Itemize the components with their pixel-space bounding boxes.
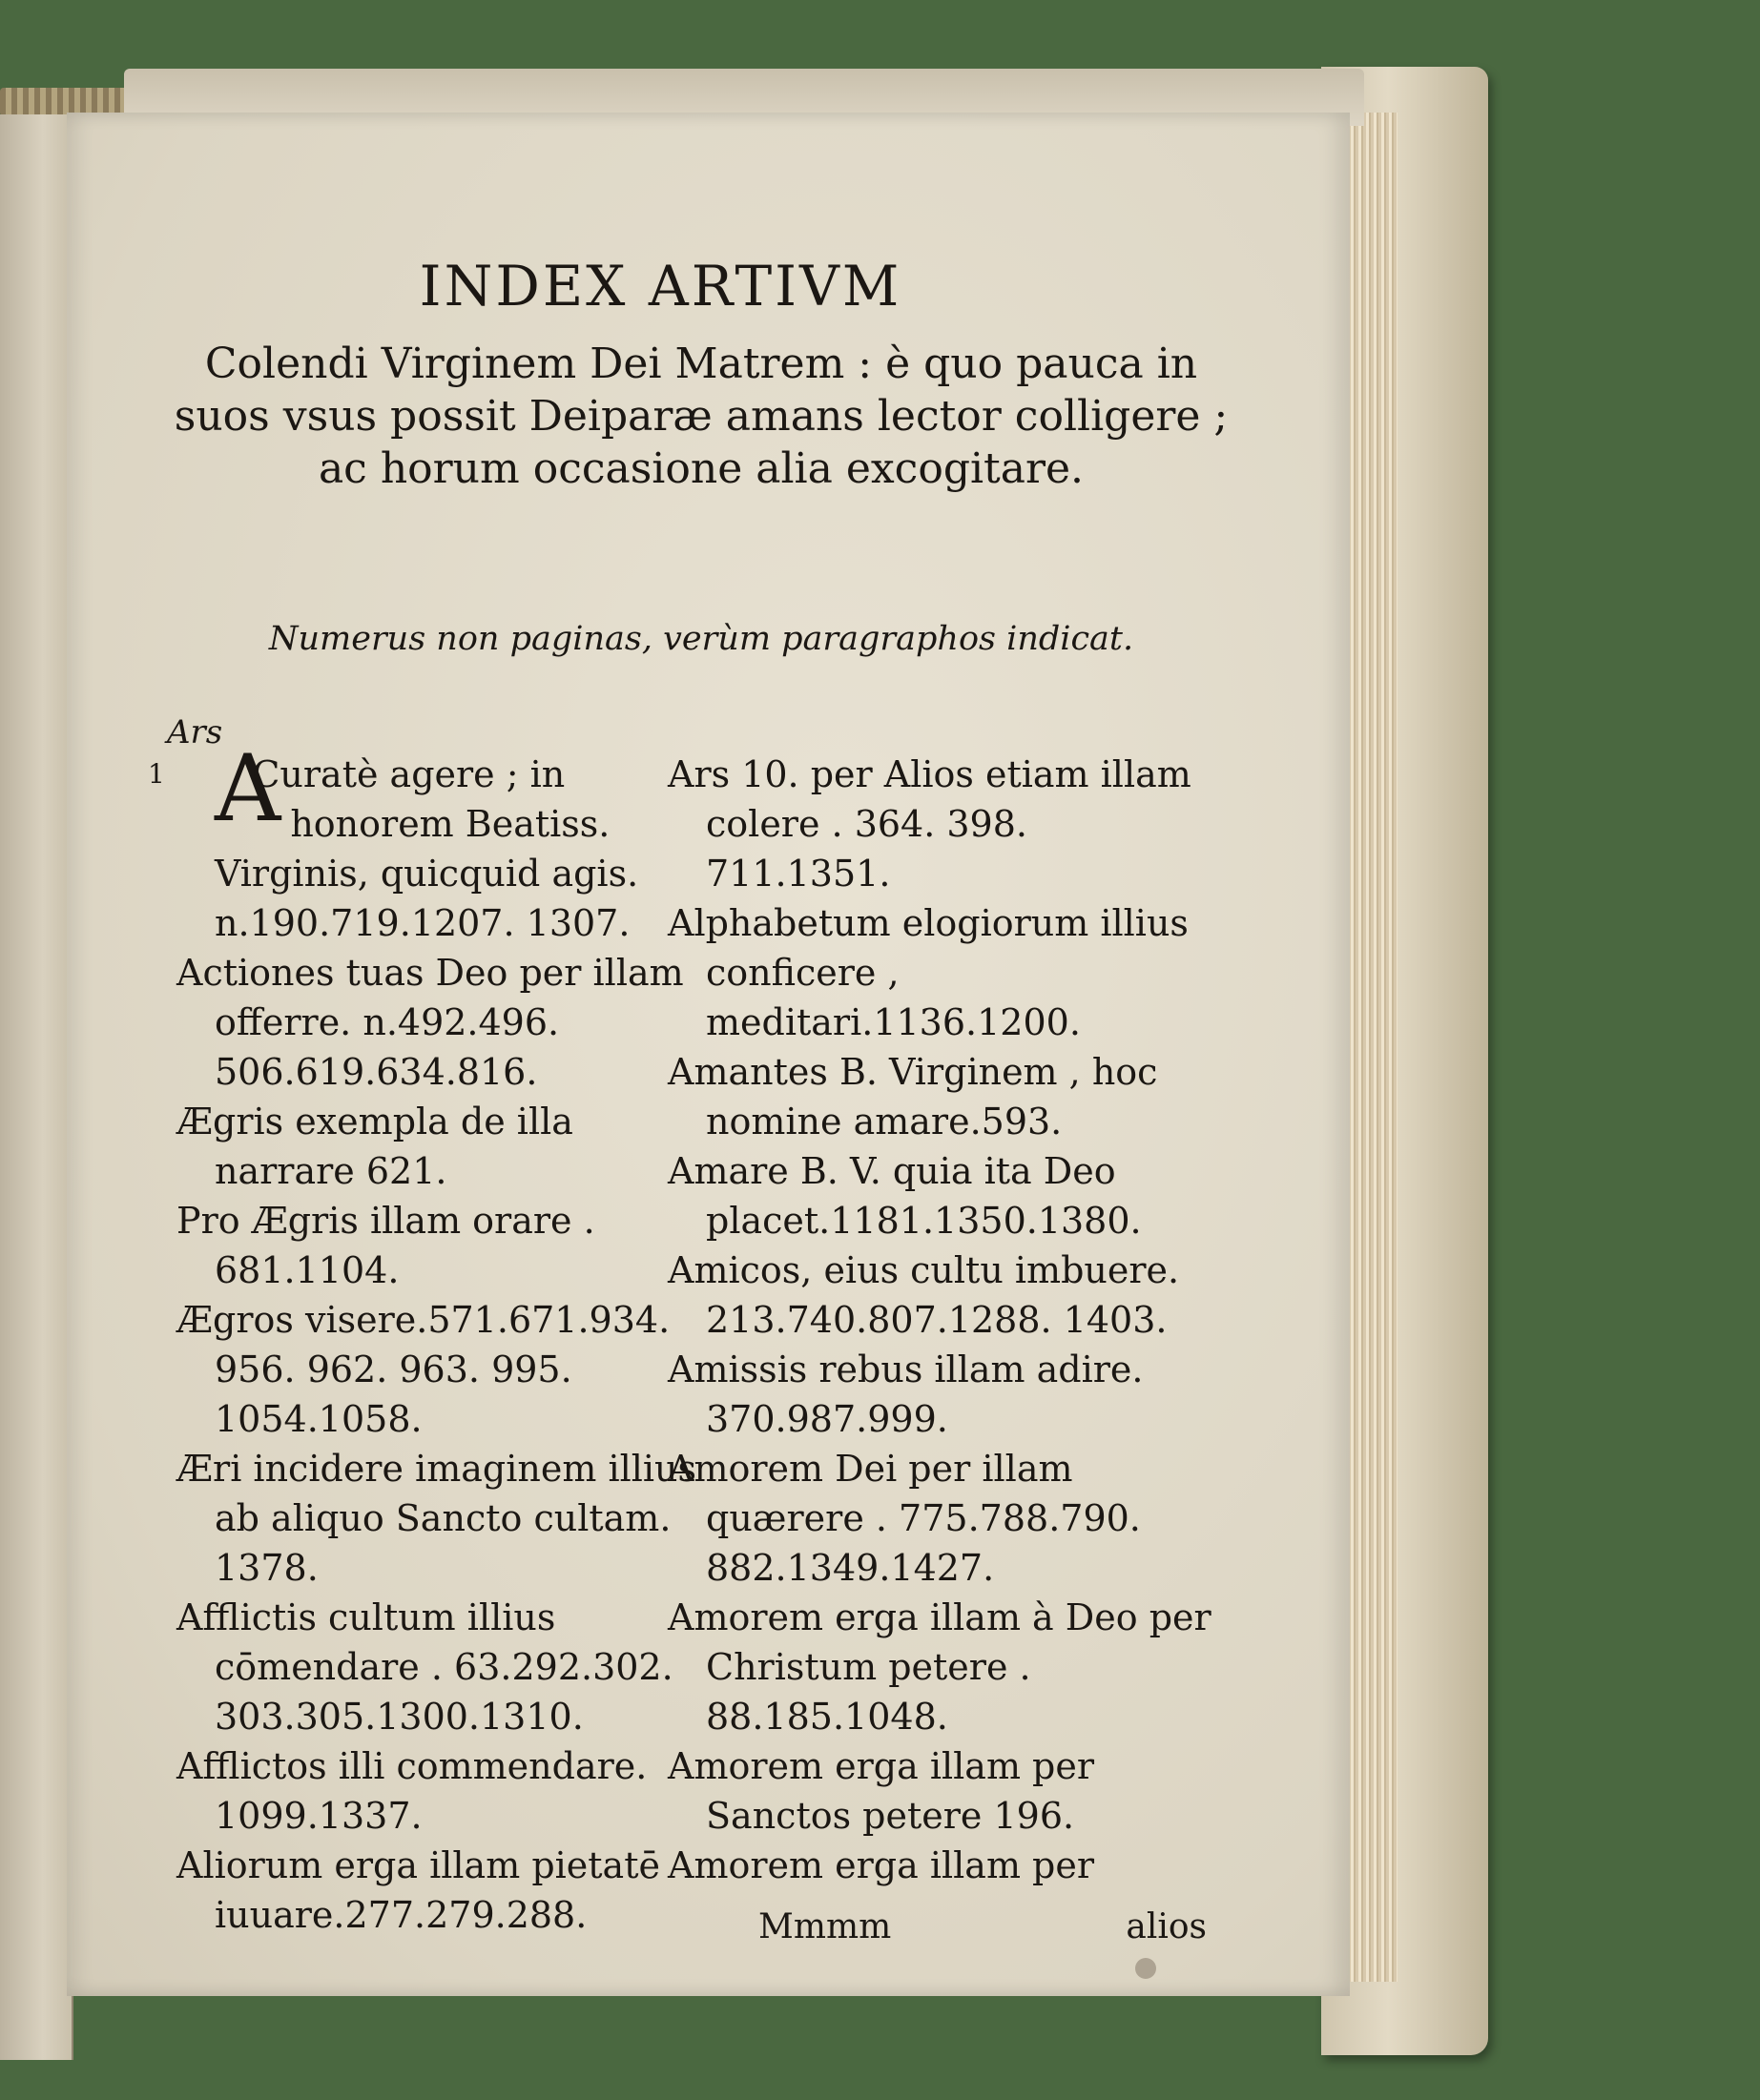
left-page-edge <box>0 114 73 2060</box>
right-column <box>668 750 1221 1890</box>
catchword: alios <box>1126 1907 1207 1946</box>
page-title: INDEX ARTIVM <box>419 254 902 319</box>
drop-cap: A <box>215 735 281 842</box>
index-entry: Amissis rebus illam adire. 370.987.999. <box>668 1349 1144 1440</box>
left-column <box>148 735 720 1940</box>
index-entry: Ægris exempla de illa narrare 621. <box>176 1101 573 1192</box>
index-entry: Amantes B. Virginem , hoc nomine amare.593. <box>668 1051 1158 1143</box>
index-entry: Amorem erga illam per <box>668 1844 1095 1886</box>
index-entry: Alphabetum elogiorum illius conficere , meditari.1136.1200. <box>668 902 1189 1043</box>
section-label: Ars <box>167 713 223 751</box>
index-entry: Amorem erga illam per Sanctos petere 196. <box>668 1745 1095 1837</box>
index-entry: Ægros visere.571.671.934. 956. 962. 963. 995. 1054.1058. <box>176 1299 671 1440</box>
stain-mark <box>1135 1958 1156 1979</box>
index-entry: Actiones tuas Deo per illam offerre. n.492.496. 506.619.634.816. <box>176 952 684 1093</box>
index-entry: Aliorum erga illam pietatē iuuare.277.279.288. <box>176 1844 660 1936</box>
signature-mark: Mmmm <box>758 1907 892 1946</box>
index-entry: Pro Ægris illam orare . 681.1104. <box>176 1200 595 1291</box>
index-note: Numerus non paginas, verùm paragraphos indicat. <box>268 620 1134 658</box>
index-entry: Amorem Dei per illam quærere . 775.788.790. 882.1349.1427. <box>668 1448 1141 1589</box>
index-entry: Afflictis cultum illius cōmendare . 63.292.302. 303.305.1300.1310. <box>176 1596 673 1738</box>
book-page <box>67 113 1350 1996</box>
entry-number: 1 <box>148 758 165 790</box>
index-entry: Amorem erga illam à Deo per Christum petere . 88.185.1048. <box>668 1596 1211 1738</box>
page-subtitle: Colendi Virginem Dei Matrem : è quo pauca in suos vsus possit Deiparæ amans lector colligere ; ac horum occasione alia excogitare. <box>174 340 1229 493</box>
index-entry: Amicos, eius cultu imbuere. 213.740.807.1288. 1403. <box>668 1249 1180 1341</box>
page-footer <box>758 1907 1207 1946</box>
index-entry <box>148 735 720 948</box>
index-entry: Amare B. V. quia ita Deo placet.1181.1350.1380. <box>668 1150 1142 1242</box>
index-entry: Afflictos illi commendare. 1099.1337. <box>176 1745 648 1837</box>
entry-text: Curatè agere ; in honorem Beatiss. Virginis, quicquid agis. n.190.719.1207. 1307. <box>215 753 639 944</box>
index-entry: Ars 10. per Alios etiam illam colere . 364. 398. 711.1351. <box>668 753 1191 895</box>
bleed-through-text <box>448 208 1021 246</box>
index-entry: Æri incidere imaginem illius ab aliquo Sancto cultam. 1378. <box>176 1448 697 1589</box>
